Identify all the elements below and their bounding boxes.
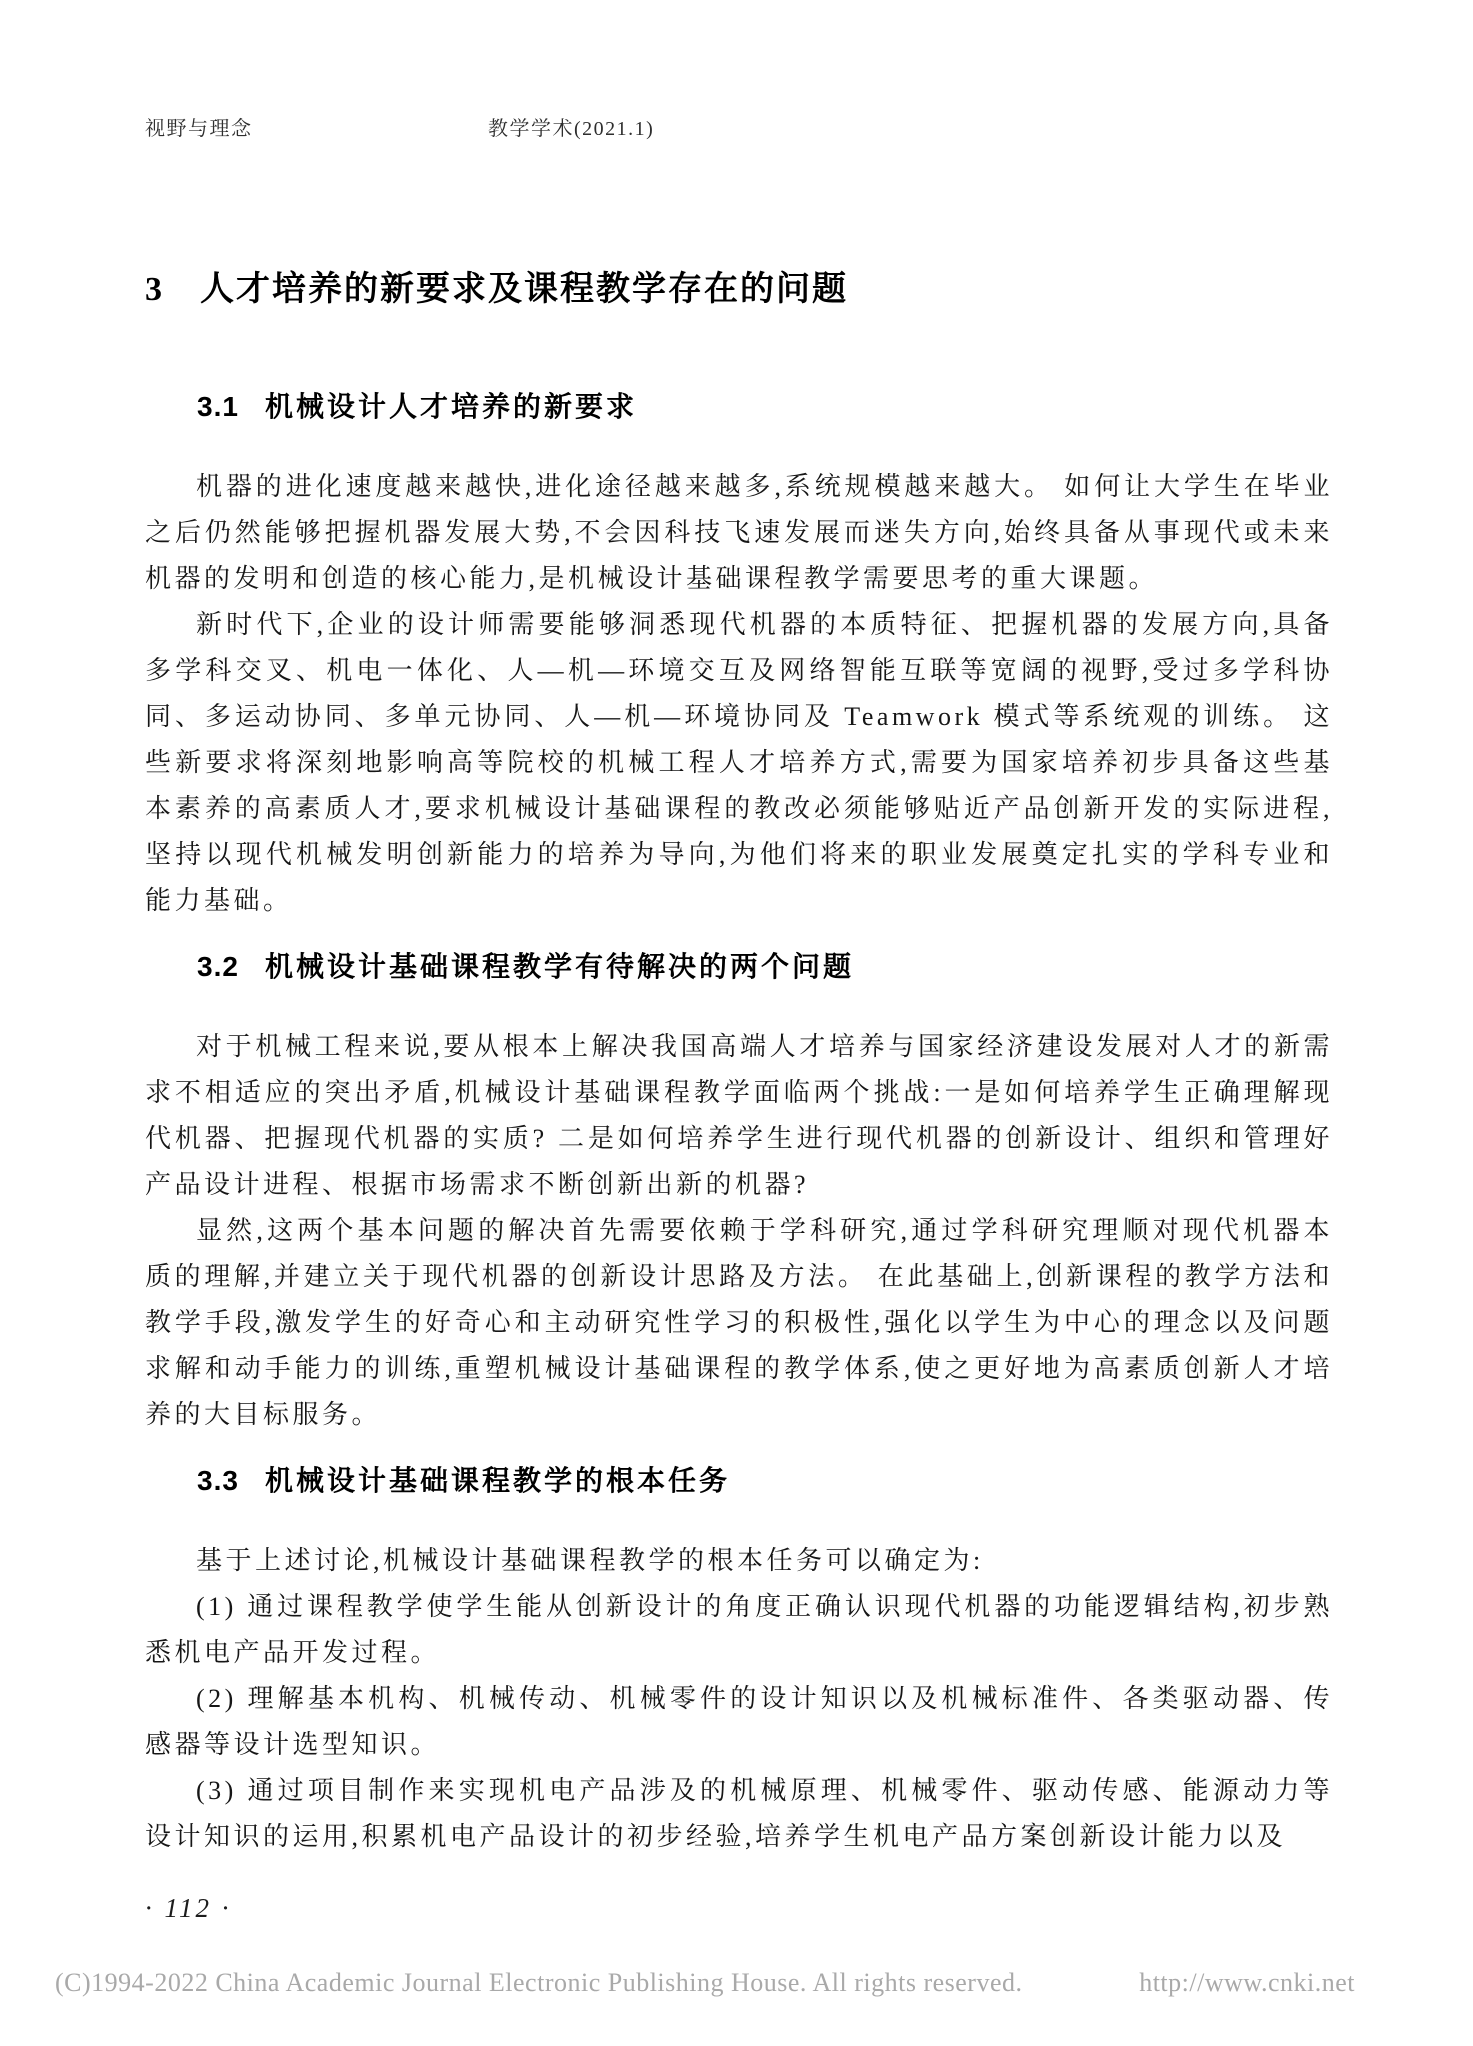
subsection-3-2-text	[145, 1024, 1333, 1438]
running-head-journal-title: 教学学术(2021.1)	[488, 118, 655, 140]
running-head-column-title: 视野与理念	[145, 118, 253, 140]
running-head	[0, 112, 1473, 142]
subsection-3-2-number: 3.2	[197, 951, 239, 982]
page-number: · 112 ·	[145, 1893, 232, 1923]
paragraph: 新时代下,企业的设计师需要能够洞悉现代机器的本质特征、把握机器的发展方向,具备多学科交叉、机电一体化、人—机—环境交互及网络智能互联等宽阔的视野,受过多学科协同、多运动协同、多单元协同、人—机—环境协同及 Teamwork 模式等系统观的训练。 这些新要求将深刻地影响高等院校的机械工程人才培养方式,需要为国家培养初步具备这些基本素养的高素质人才,要求机械设计基础课程的教改必须能够贴近产品创新开发的实际进程,坚持以现代机械发明创新能力的培养为导向,为他们将来的职业发展奠定扎实的学科专业和能力基础。	[145, 610, 1333, 915]
subsection-3-2-heading	[197, 950, 1333, 984]
subsection-3-2	[145, 950, 1333, 1438]
copyright-footer	[55, 1968, 1355, 1998]
section-number: 3	[145, 271, 164, 308]
paragraph: (2) 理解基本机构、机械传动、机械零件的设计知识以及机械标准件、各类驱动器、传感器等设计选型知识。	[145, 1684, 1333, 1759]
copyright-text: (C)1994-2022 China Academic Journal Electronic Publishing House. All rights reserved.	[55, 1968, 1023, 1997]
subsection-3-3-title: 机械设计基础课程教学的根本任务	[264, 1465, 730, 1496]
footer-url: http://www.cnki.net	[1139, 1968, 1355, 1997]
paragraph: 机器的进化速度越来越快,进化途径越来越多,系统规模越来越大。 如何让大学生在毕业之后仍然能够把握机器发展大势,不会因科技飞速发展而迷失方向,始终具备从事现代或未来机器的发明和创造的核心能力,是机械设计基础课程教学需要思考的重大课题。	[145, 472, 1333, 593]
subsection-3-2-title: 机械设计基础课程教学有待解决的两个问题	[264, 951, 854, 982]
subsection-3-3	[145, 1464, 1333, 1860]
section-heading	[145, 270, 1333, 310]
section-title: 人才培养的新要求及课程教学存在的问题	[200, 271, 848, 308]
subsection-3-1-heading	[197, 390, 1333, 424]
subsection-3-3-text	[145, 1538, 1333, 1860]
subsection-3-1-number: 3.1	[197, 391, 239, 422]
article-body	[145, 270, 1333, 1860]
paragraph: 对于机械工程来说,要从根本上解决我国高端人才培养与国家经济建设发展对人才的新需求不相适应的突出矛盾,机械设计基础课程教学面临两个挑战:一是如何培养学生正确理解现代机器、把握现代机器的实质? 二是如何培养学生进行现代机器的创新设计、组织和管理好产品设计进程、根据市场需求不断创新出新的机器?	[145, 1032, 1333, 1199]
paragraph: (3) 通过项目制作来实现机电产品涉及的机械原理、机械零件、驱动传感、能源动力等设计知识的运用,积累机电产品设计的初步经验,培养学生机电产品方案创新设计能力以及	[145, 1776, 1333, 1851]
paragraph: 显然,这两个基本问题的解决首先需要依赖于学科研究,通过学科研究理顺对现代机器本质的理解,并建立关于现代机器的创新设计思路及方法。 在此基础上,创新课程的教学方法和教学手段,激发学生的好奇心和主动研究性学习的积极性,强化以学生为中心的理念以及问题求解和动手能力的训练,重塑机械设计基础课程的教学体系,使之更好地为高素质创新人才培养的大目标服务。	[145, 1216, 1333, 1429]
subsection-3-1-text	[145, 464, 1333, 924]
subsection-3-1-title: 机械设计人才培养的新要求	[264, 391, 637, 422]
subsection-3-3-heading	[197, 1464, 1333, 1498]
subsection-3-3-number: 3.3	[197, 1465, 239, 1496]
paragraph: (1) 通过课程教学使学生能从创新设计的角度正确认识现代机器的功能逻辑结构,初步熟悉机电产品开发过程。	[145, 1592, 1333, 1667]
subsection-3-1	[145, 390, 1333, 924]
paragraph: 基于上述讨论,机械设计基础课程教学的根本任务可以确定为:	[196, 1546, 984, 1575]
